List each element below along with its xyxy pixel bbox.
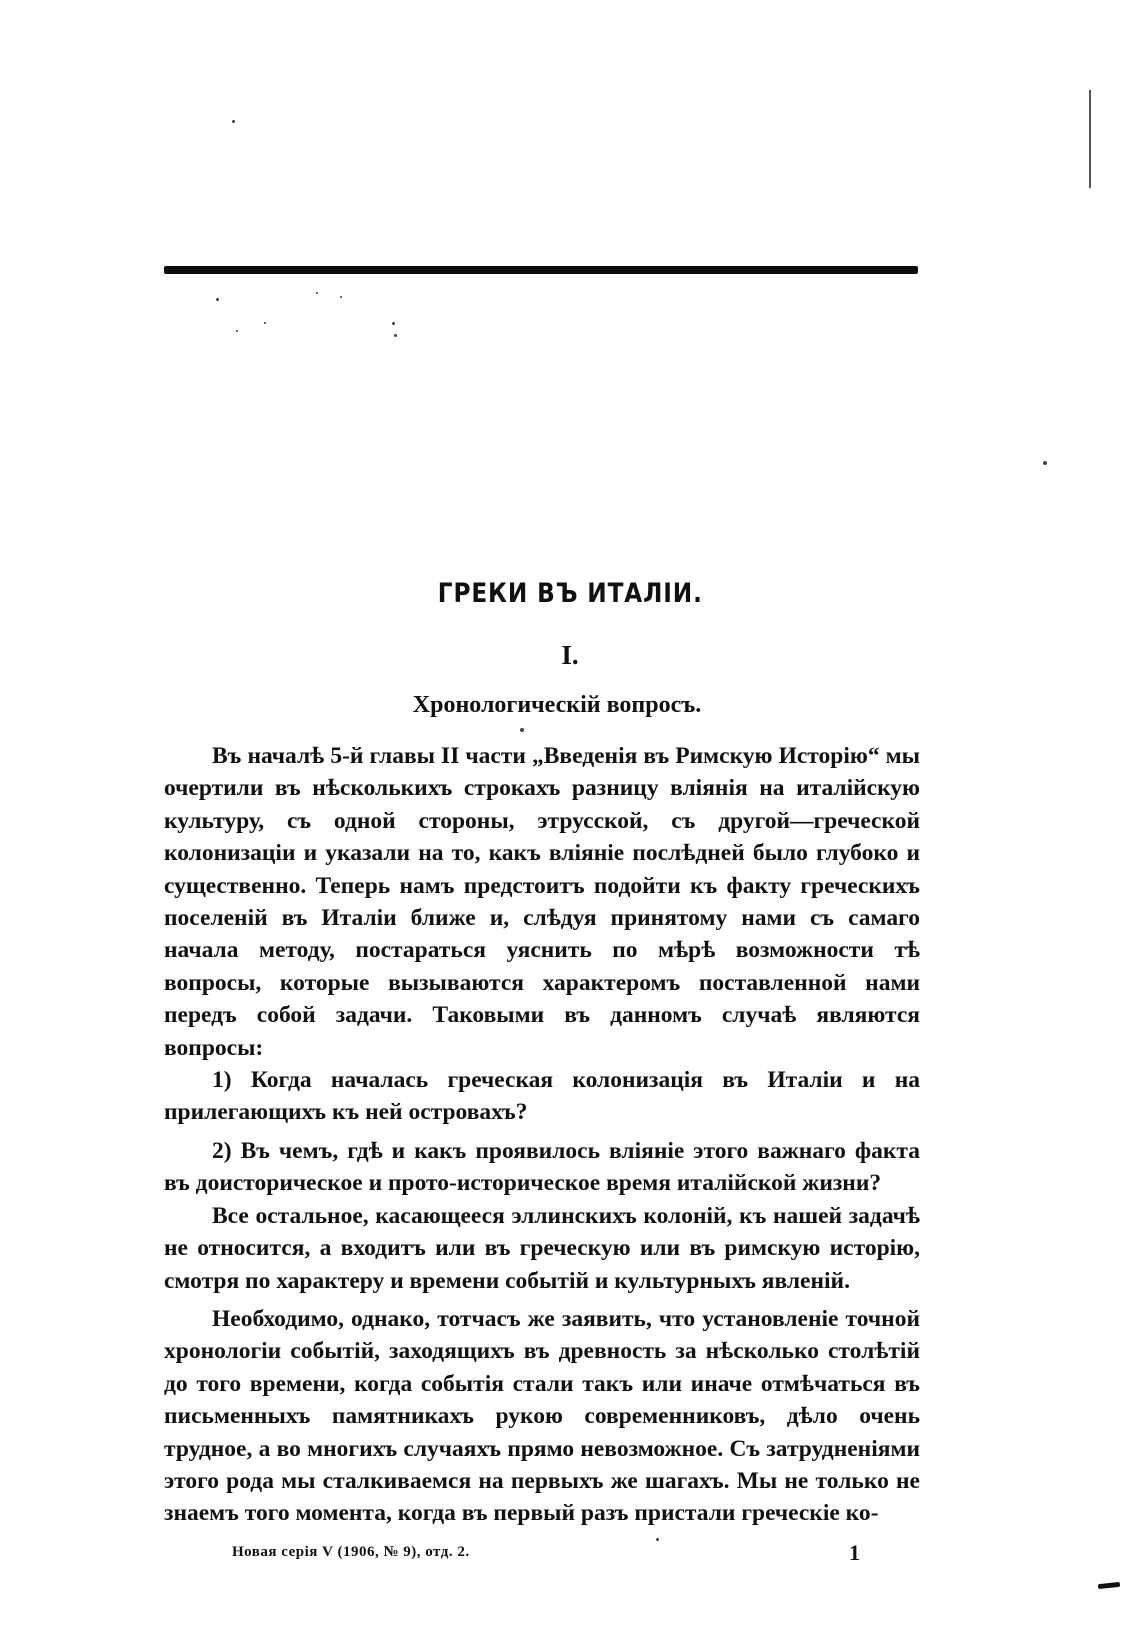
scan-speck [1043, 461, 1047, 465]
scan-speck [392, 322, 395, 325]
scan-edge-mark [1098, 1582, 1120, 1589]
scan-speck [216, 298, 219, 301]
section-title: Хронологическій вопросъ. [412, 692, 702, 718]
scan-speck [656, 1538, 659, 1541]
scan-speck [394, 334, 397, 337]
body-paragraph: Необходимо, однако, тотчасъ же заявить, что установленіе точной хронологіи событій, заходящихъ въ древность за нѣсколько столѣтій до того времени, когда событія стали такъ или иначе отмѣчаться въ письменныхъ памятникахъ рукою современниковъ, дѣло очень трудное, а во многихъ случаяхъ прямо невозможное. Съ затрудненіями этого рода мы сталкиваемся на первыхъ же шагахъ. Мы не только не знаемъ того момента, когда въ первый разъ пристали греческіе ко- [164, 1305, 920, 1527]
scan-speck [520, 728, 524, 732]
page-number: 1 [849, 1540, 860, 1565]
article-title: ГРЕКИ ВЪ ИТАЛІИ. [437, 578, 703, 609]
article-body [164, 740, 920, 1530]
scan-speck [232, 120, 235, 123]
scan-edge-line [1089, 90, 1091, 188]
body-paragraph: Все остальное, касающееся эллинскихъ колоній, къ нашей задачѣ не относится, а входитъ или въ греческую или въ римскую исторію, смотря по характеру и времени событій и культурныхъ явленій. [164, 1202, 920, 1294]
section-number: I. [561, 640, 579, 670]
scan-speck [236, 330, 238, 332]
scan-speck [316, 292, 318, 294]
header-rule [164, 266, 918, 274]
body-paragraph: 2) Въ чемъ, гдѣ и какъ проявилось вліяніе этого важнаго факта въ доисторическое и прото-историческое время италійской жизни? [164, 1137, 920, 1197]
body-paragraph: 1) Когда началась греческая колонизація въ Италіи и на прилегающихъ къ ней островахъ? [164, 1067, 920, 1126]
scan-speck [264, 322, 266, 324]
footer-signature: Новая серія V (1906, № 9), отд. 2. [232, 1544, 470, 1560]
body-paragraph: Въ началѣ 5-й главы II части „Введенія въ Римскую Исторію“ мы очертили въ нѣсколькихъ строкахъ разницу вліянія на италійскую культуру, съ одной стороны, этрусской, съ другой—греческой колонизаціи и указали на то, какъ вліяніе послѣдней было глубоко и существенно. Теперь намъ предстоитъ подойти къ факту греческихъ поселеній въ Италіи ближе и, слѣдуя принятому нами съ самаго начала методу, постараться уяснить по мѣрѣ возможности тѣ вопросы, которые вызываются характеромъ поставленной нами передъ собой задачи. Таковыми въ данномъ случаѣ являются вопросы: [164, 743, 920, 1061]
scan-speck [340, 296, 342, 298]
